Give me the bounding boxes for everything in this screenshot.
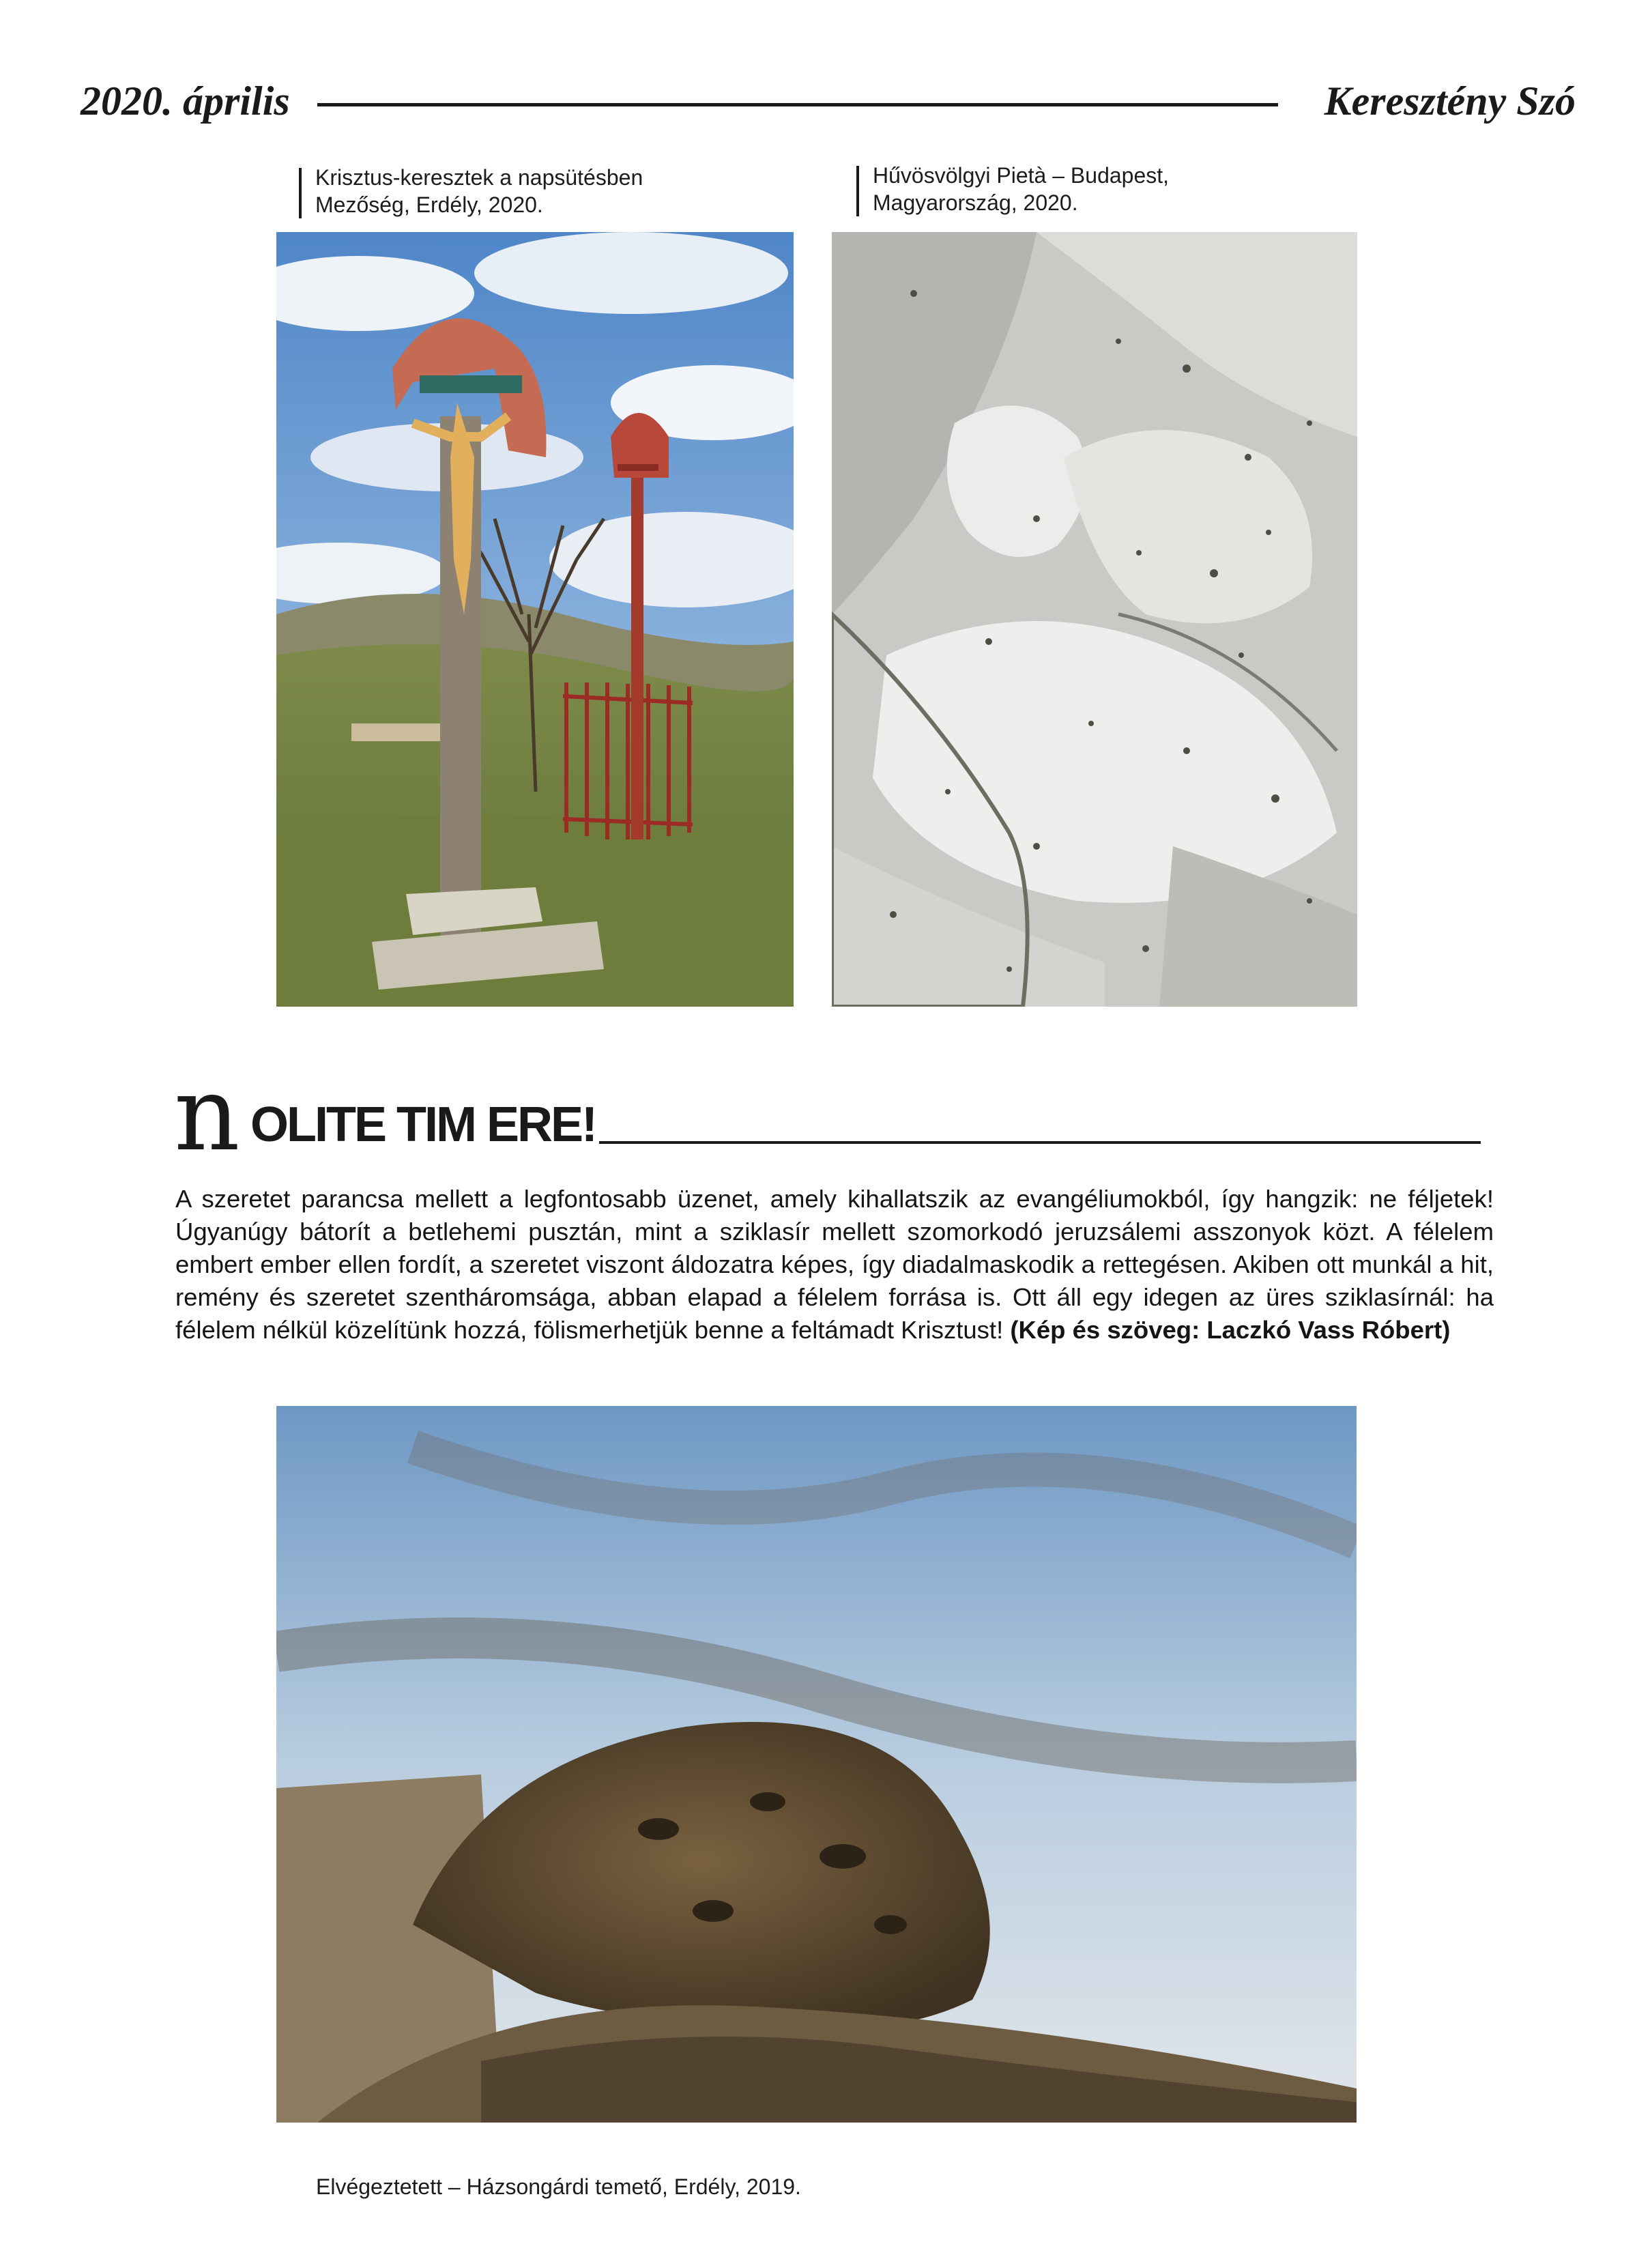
caption-line: Mezőség, Erdély, 2020.	[315, 192, 543, 217]
publication-name: Keresztény Szó	[1324, 78, 1576, 124]
title-rule	[599, 1141, 1481, 1144]
caption-bar	[856, 166, 859, 216]
article-credit: (Kép és szöveg: Laczkó Vass Róbert)	[1010, 1316, 1451, 1344]
photo-pieta	[832, 232, 1357, 1007]
issue-date: 2020. április	[81, 78, 290, 124]
article-body-text: A szeretet parancsa mellett a legfontosabb üzenet, amely kihallatszik az evangéliumokból, így hangzik: ne féljetek! Úgyanúgy bátorít a betlehemi pusztán, mint a sziklasír mellett szomorkodó jeruzsálemi asszonyok közt. A félelem embert ember ellen fordít, a szeretet viszont áldozatra képes, így diadalmaskodik a rettegésen. Akiben ott munkál a hit, remény és szeretet szentháromsága, abban elapad a félelem forrása is. Ott áll egy idegen az üres sziklasírnál: ha félelem nélkül közelítünk hozzá, fölismerhetjük benne a feltámadt Krisztust!	[175, 1185, 1494, 1344]
photo-caption-crosses	[299, 164, 643, 218]
caption-line: Hűvösvölgyi Pietà – Budapest,	[873, 163, 1170, 188]
title-text: OLITE TIM ERE!	[250, 1097, 596, 1152]
article-body	[175, 1183, 1494, 1347]
caption-line: Krisztus-keresztek a napsütésben	[315, 165, 643, 190]
photo-caption-pieta	[856, 162, 1169, 216]
photo-stone	[276, 1406, 1357, 2123]
caption-line: Magyarország, 2020.	[873, 190, 1078, 215]
photo-caption-stone: Elvégeztetett – Házsongárdi temető, Erdély, 2019.	[316, 2174, 801, 2199]
header-rule	[317, 103, 1278, 106]
title-initial: n	[174, 1055, 237, 1174]
photo-crosses	[276, 232, 794, 1007]
caption-bar	[299, 168, 302, 218]
